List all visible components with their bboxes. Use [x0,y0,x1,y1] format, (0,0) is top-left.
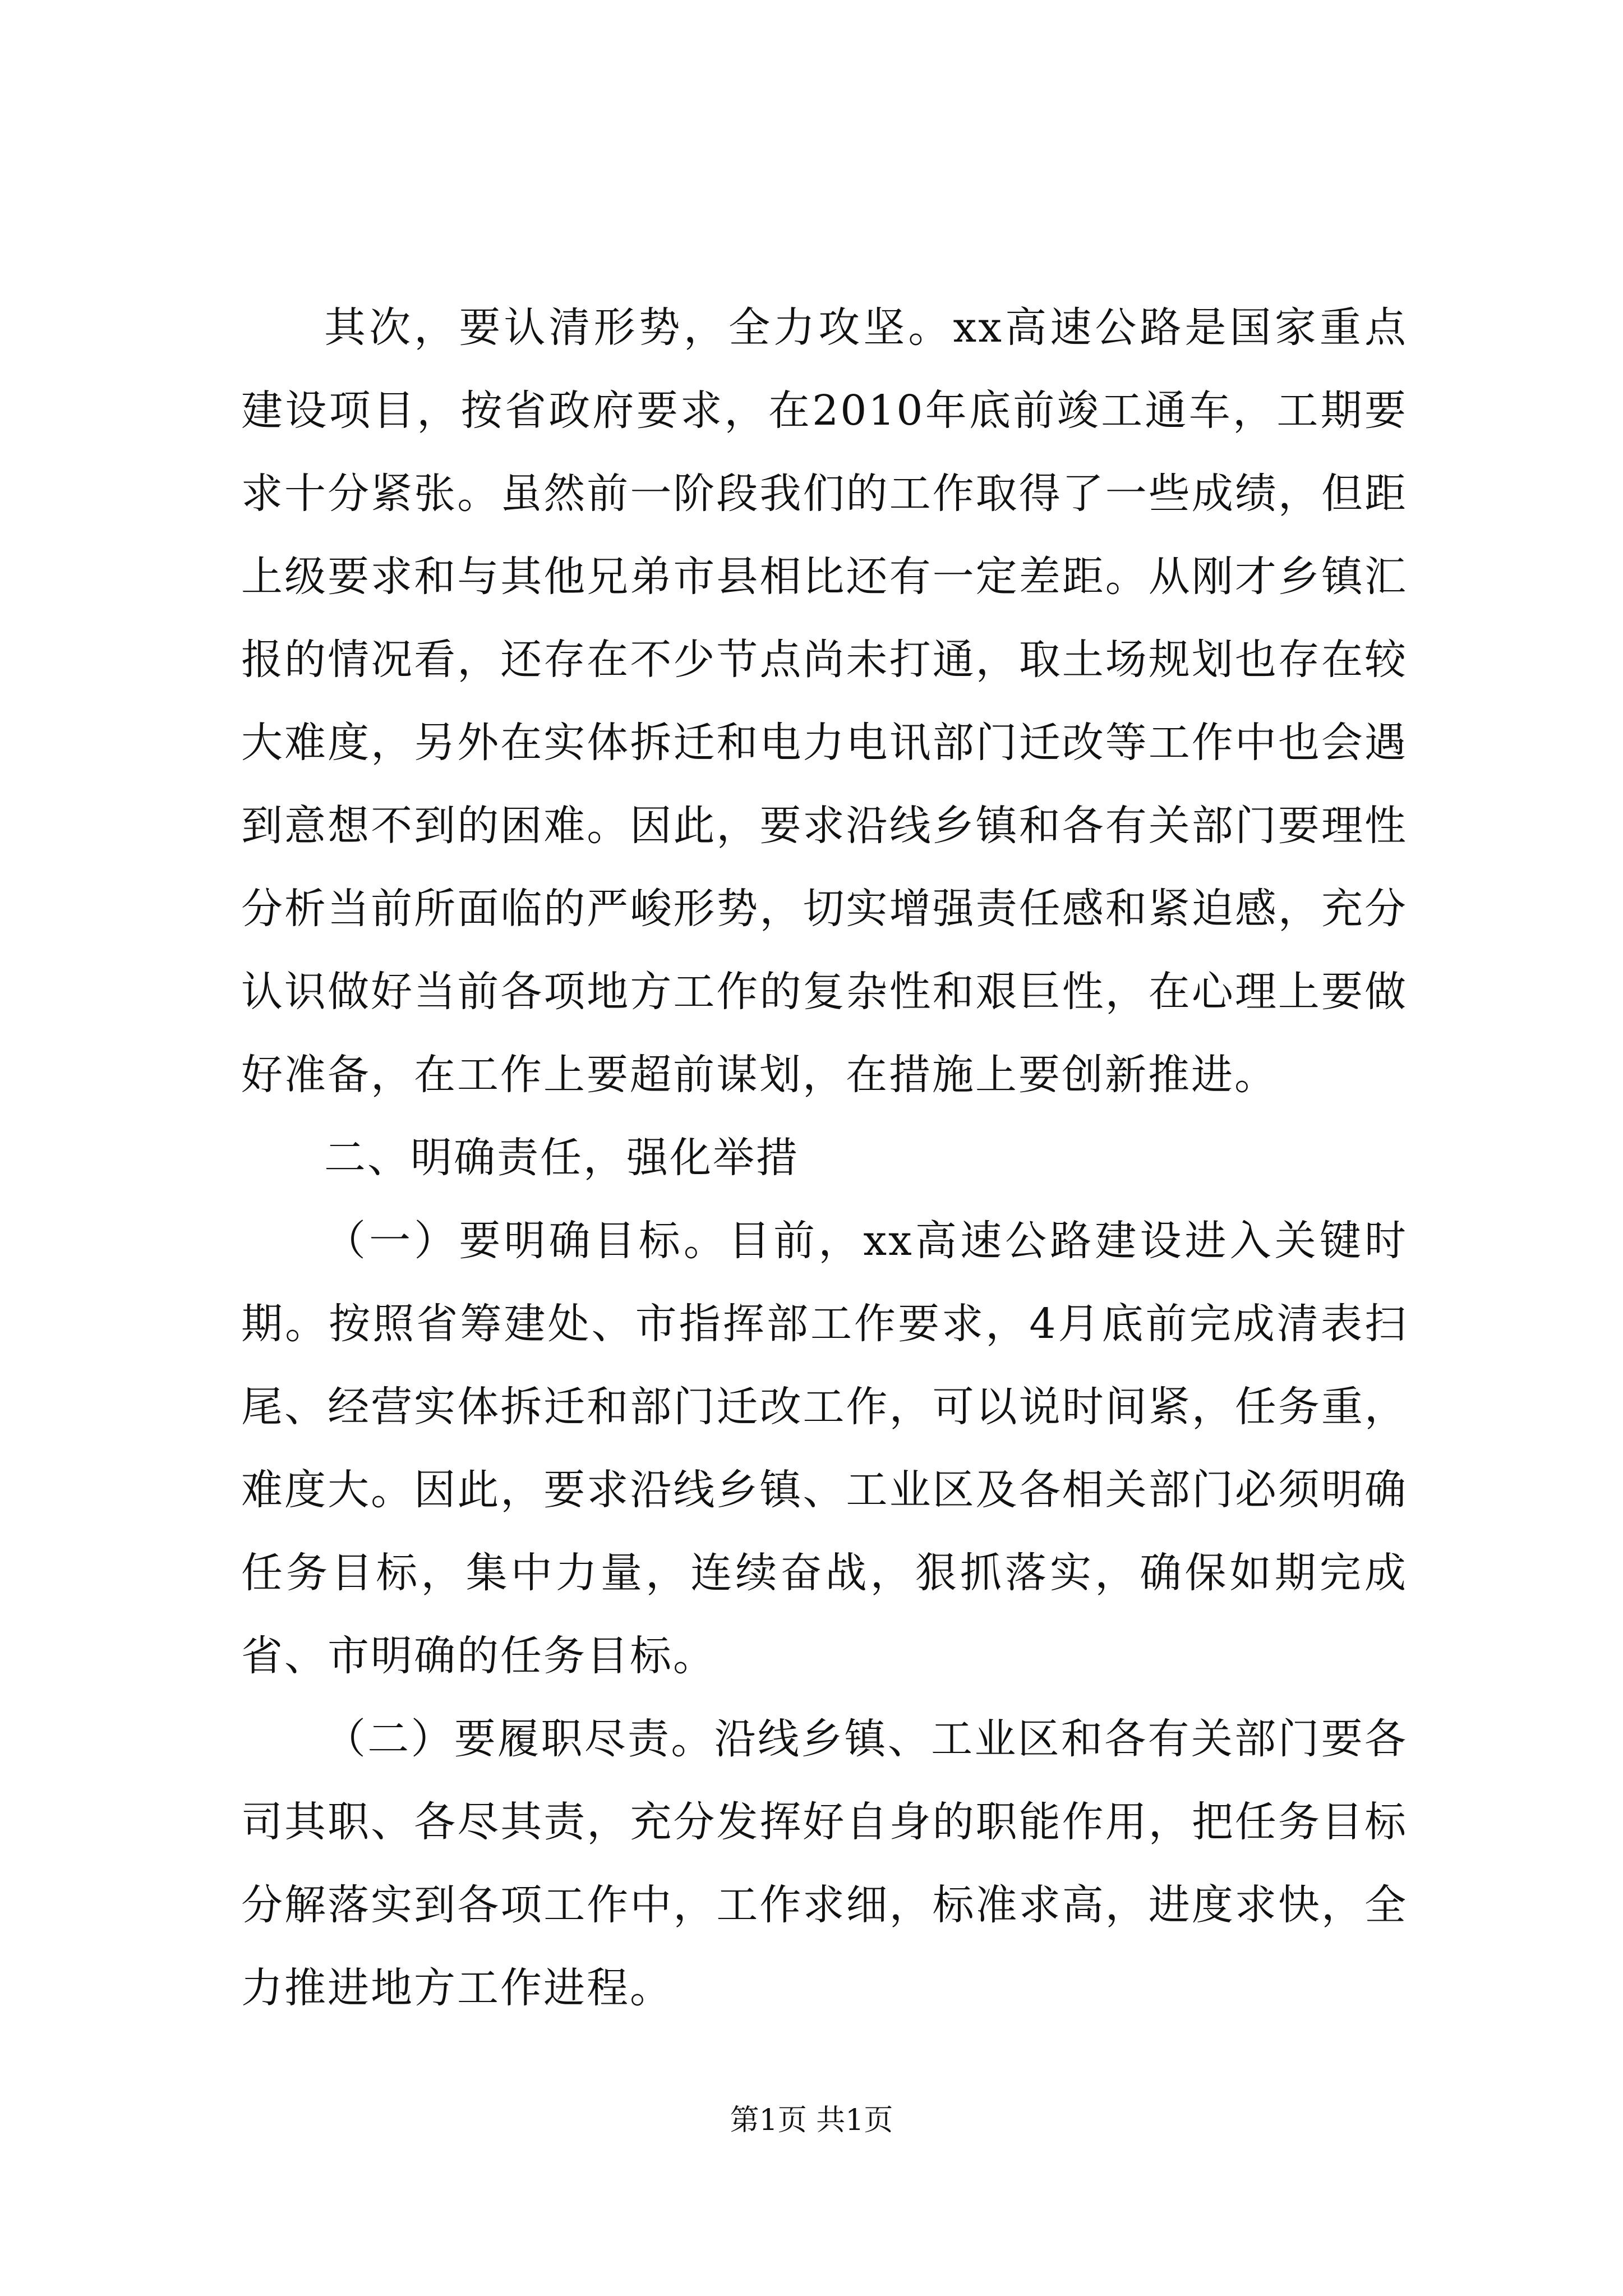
paragraph-situation: 其次，要认清形势，全力攻坚。xx高速公路是国家重点建设项目，按省政府要求，在2010年底前竣工通车，工期要求十分紧张。虽然前一阶段我们的工作取得了一些成绩，但距上级要求和与其他兄弟市县相比还有一定差距。从刚才乡镇汇报的情况看，还存在不少节点尚未打通，取土场规划也存在较大难度，另外在实体拆迁和电力电讯部门迁改等工作中也会遇到意想不到的困难。因此，要求沿线乡镇和各有关部门要理性分析当前所面临的严峻形势，切实增强责任感和紧迫感，充分认识做好当前各项地方工作的复杂性和艰巨性，在心理上要做好准备，在工作上要超前谋划，在措施上要创新推进。 [241,303,1408,1099]
section-heading-2: 二、明确责任，强化举措 [324,1134,799,1182]
page-footer: 第1页 共1页 [730,2104,893,2137]
paragraph-clear-goals: （一）要明确目标。目前，xx高速公路建设进入关键时期。按照省筹建处、市指挥部工作要求，4月底前完成清表扫尾、经营实体拆迁和部门迁改工作，可以说时间紧，任务重，难度大。因此，要求沿线乡镇、工业区及各相关部门必须明确任务目标，集中力量，连续奋战，狠抓落实，确保如期完成省、市明确的任务目标。 [241,1217,1408,1680]
paragraph-fulfill-duties: （二）要履职尽责。沿线乡镇、工业区和各有关部门要各司其职、各尽其责，充分发挥好自身的职能作用，把任务目标分解落实到各项工作中，工作求细，标准求高，进度求快，全力推进地方工作进程。 [241,1715,1408,2012]
document-body [241,286,1408,2030]
